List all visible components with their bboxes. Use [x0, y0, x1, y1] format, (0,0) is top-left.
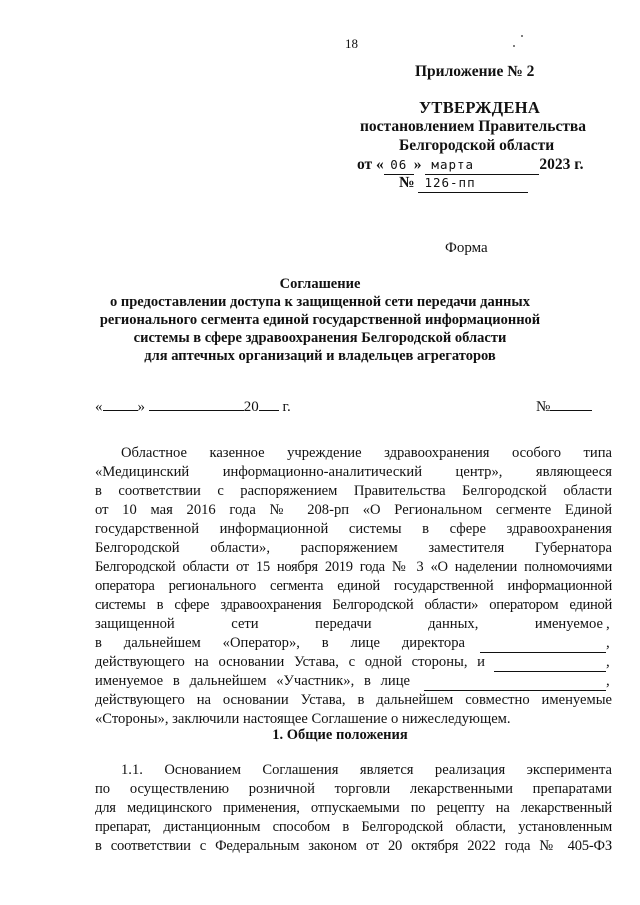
year-blank — [259, 398, 279, 411]
section-text-line: по осуществлению розничной торговли лекарственными препаратами — [95, 781, 612, 797]
body-text-line: в дальнейшем «Оператор», в лице директора — [95, 635, 465, 651]
document-title-line: системы в сфере здравоохранения Белгородской области — [133, 330, 507, 346]
document-title-line: о предоставлении доступа к защищенной сети передачи данных — [110, 294, 530, 310]
number-sign: № — [536, 399, 551, 415]
day-blank — [103, 398, 138, 411]
section-title: 1. Общие положения — [272, 727, 408, 743]
approved-by-line-1: постановлением Правительства — [360, 118, 587, 135]
approved-stamp-title: УТВЕРЖДЕНА — [419, 98, 541, 117]
body-text-line: Белгородской области от 15 ноября 2019 года № 3 «О наделении полномочиями — [95, 559, 612, 575]
date-mid: » — [413, 156, 422, 173]
body-text-line: защищенной сети передачи данных, именуемое — [95, 616, 603, 632]
body-text-line: действующего на основании Устава, в дальнейшем совместно именуемые — [95, 692, 612, 708]
line-end-comma: , — [606, 635, 610, 651]
year-suffix: г. — [282, 399, 291, 415]
month-blank — [149, 398, 244, 411]
scan-speck — [521, 35, 523, 37]
number-value: 126-пп — [424, 175, 476, 190]
approval-date — [357, 156, 583, 175]
agreement-date-line — [95, 398, 291, 416]
line-end-comma: , — [606, 654, 610, 670]
date-prefix: от « — [357, 156, 384, 173]
approval-number — [399, 174, 528, 193]
document-title-line: Соглашение — [279, 276, 361, 292]
section-text-line: для медицинского применения, отпускаемыми по рецепту на лекарственный — [95, 800, 612, 816]
body-text-line: «Стороны», заключили настоящее Соглашение о нижеследующем. — [95, 711, 511, 727]
representative-name-blank — [424, 678, 606, 691]
document-title-line: для аптечных организаций и владельцев агрегаторов — [144, 348, 496, 364]
date-day: 06 — [390, 157, 408, 172]
body-text-line: от 10 мая 2016 года № 208-рп «О Региональном сегменте Единой — [95, 502, 612, 518]
century: 20 — [243, 399, 259, 415]
date-month: марта — [431, 157, 475, 172]
number-field — [418, 174, 528, 193]
agreement-number-line — [536, 398, 592, 416]
body-text-line: в соответствии с распоряжением Правительства Белгородской области — [95, 483, 612, 499]
appendix-label: Приложение № 2 — [415, 63, 535, 80]
section-text-line: препарат, дистанционным способом в Белгородской области, установленным — [95, 819, 612, 835]
section-text-line: в соответствии с Федеральным законом от 20 октября 2022 года № 405-ФЗ — [95, 838, 612, 854]
body-text-line: «Медицинский информационно-аналитический центр», являющееся — [95, 464, 612, 480]
date-month-field — [425, 156, 539, 175]
form-label: Форма — [445, 240, 488, 256]
approved-by-line-2: Белгородской области — [399, 137, 555, 154]
quote-close: » — [137, 399, 145, 415]
body-text-line: Белгородской области», распоряжением заместителя Губернатора — [95, 540, 612, 556]
participant-name-blank — [494, 659, 606, 672]
line-end-comma: , — [606, 673, 610, 689]
director-name-blank — [480, 640, 606, 653]
date-day-field — [384, 156, 414, 175]
date-year: 2023 г. — [539, 156, 584, 173]
number-prefix: № — [399, 174, 415, 191]
document-title-line: регионального сегмента единой государственной информационной — [99, 312, 541, 328]
page-number: 18 — [345, 36, 358, 51]
body-text-line: системы в сфере здравоохранения Белгородской области» оператором единой — [95, 597, 612, 613]
body-text-line: оператора регионального сегмента единой государственной информационной — [95, 578, 612, 594]
body-text-line: именуемое в дальнейшем «Участник», в лице — [95, 673, 410, 689]
section-text-line: 1.1. Основанием Соглашения является реализация эксперимента — [121, 762, 612, 778]
scan-speck — [513, 45, 515, 47]
number-blank — [550, 398, 592, 411]
line-end-comma: , — [606, 616, 610, 632]
body-text-line: государственной информационной системы в сфере здравоохранения — [95, 521, 612, 537]
body-text-line: Областное казенное учреждение здравоохранения особого типа — [121, 445, 612, 461]
quote-open: « — [95, 399, 103, 415]
body-text-line: действующего на основании Устава, с одной стороны, и — [95, 654, 485, 670]
